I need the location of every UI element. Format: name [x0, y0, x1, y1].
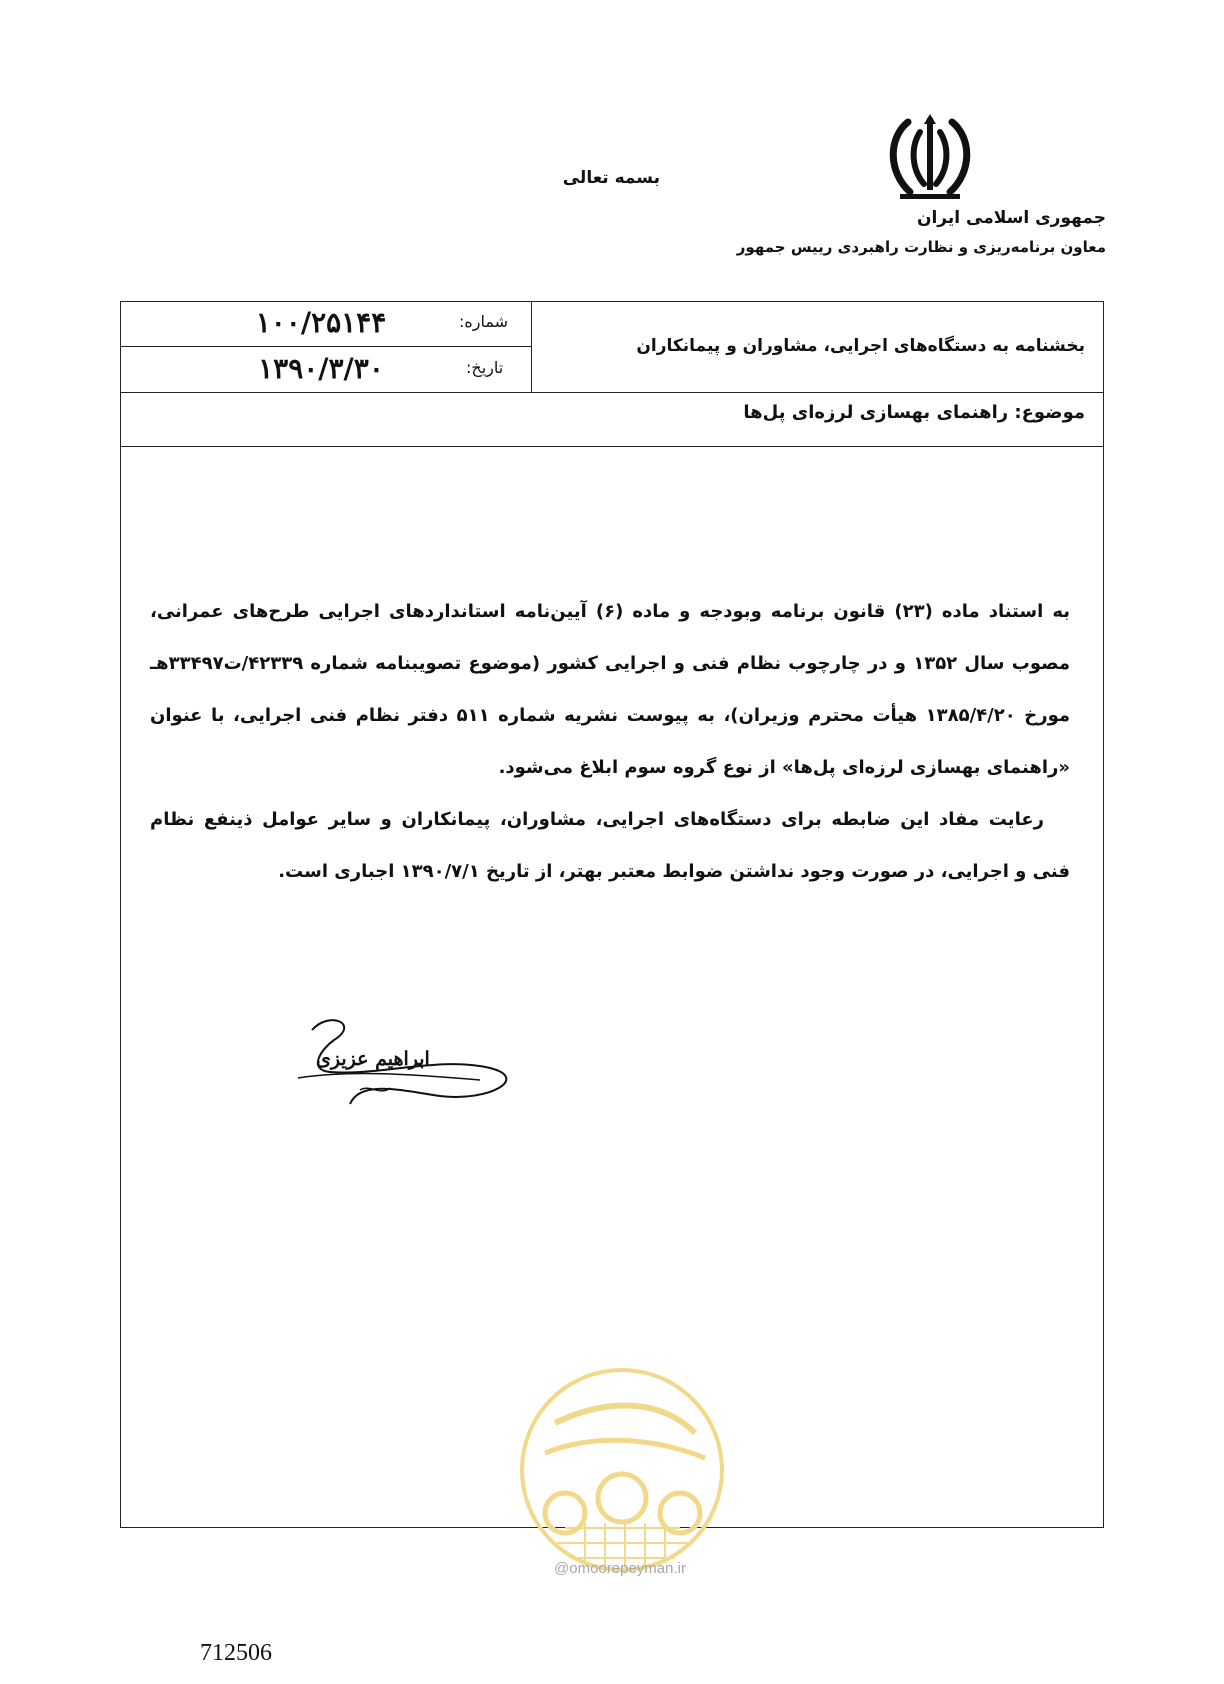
meta-divider: [121, 346, 531, 347]
letter-number: ۱۰۰/۲۵۱۴۴: [255, 306, 387, 339]
signature: [290, 1010, 530, 1120]
letter-subject: موضوع: راهنمای بهسازی لرزه‌ای پل‌ها: [743, 402, 1085, 423]
date-label: تاریخ:: [466, 358, 504, 377]
document-id: 712506: [200, 1640, 272, 1666]
organization-name: جمهوری اسلامی ایران: [916, 208, 1106, 228]
letter-date: ۱۳۹۰/۳/۳۰: [258, 352, 384, 385]
subject-row-divider: [121, 446, 1103, 447]
recipients-line: بخشنامه به دستگاه‌های اجرایی، مشاوران و پیمانکاران: [636, 336, 1085, 356]
header-row-divider: [121, 392, 1103, 393]
organization-department: معاون برنامه‌ریزی و نظارت راهبردی رییس جمهور: [736, 238, 1106, 256]
meta-column-divider: [531, 302, 532, 392]
bismillah-heading: بسمه تعالی: [562, 168, 660, 188]
letter-body: [150, 586, 1070, 898]
body-paragraph-2: رعایت مفاد این ضابطه برای دستگاه‌های اجرایی، مشاوران، پیمانکاران و سایر عوامل ذینفع نظام فنی و اجرایی، در صورت وجود نداشتن ضوابط معتبر بهتر، از تاریخ ۱۳۹۰/۷/۱ اجباری است.: [150, 809, 1070, 882]
body-paragraph-1: به استناد ماده (۲۳) قانون برنامه وبودجه و ماده (۶) آیین‌نامه استانداردهای اجرایی طرح‌های عمرانی، مصوب سال ۱۳۵۲ و در چارچوب نظام فنی و اجرایی کشور (موضوع تصویبنامه شماره ۴۲۳۳۹/ت۳۳۴۹۷هـ مورخ ۱۳۸۵/۴/۲۰ هیأت محترم وزیران)، به پیوست نشریه شماره ۵۱۱ دفتر نظام فنی اجرایی، با عنوان «راهنمای بهسازی لرزه‌ای پل‌ها» از نوع گروه سوم ابلاغ می‌شود.: [150, 601, 1071, 778]
number-label: شماره:: [459, 312, 509, 331]
seal-stamp-icon: [515, 1363, 730, 1578]
iran-emblem-icon: [880, 110, 980, 205]
letter-frame: [120, 301, 1104, 1528]
signatory-name: ابراهیم عزیزی: [316, 1048, 430, 1070]
watermark-text: @omoorepeyman.ir: [554, 1560, 686, 1577]
